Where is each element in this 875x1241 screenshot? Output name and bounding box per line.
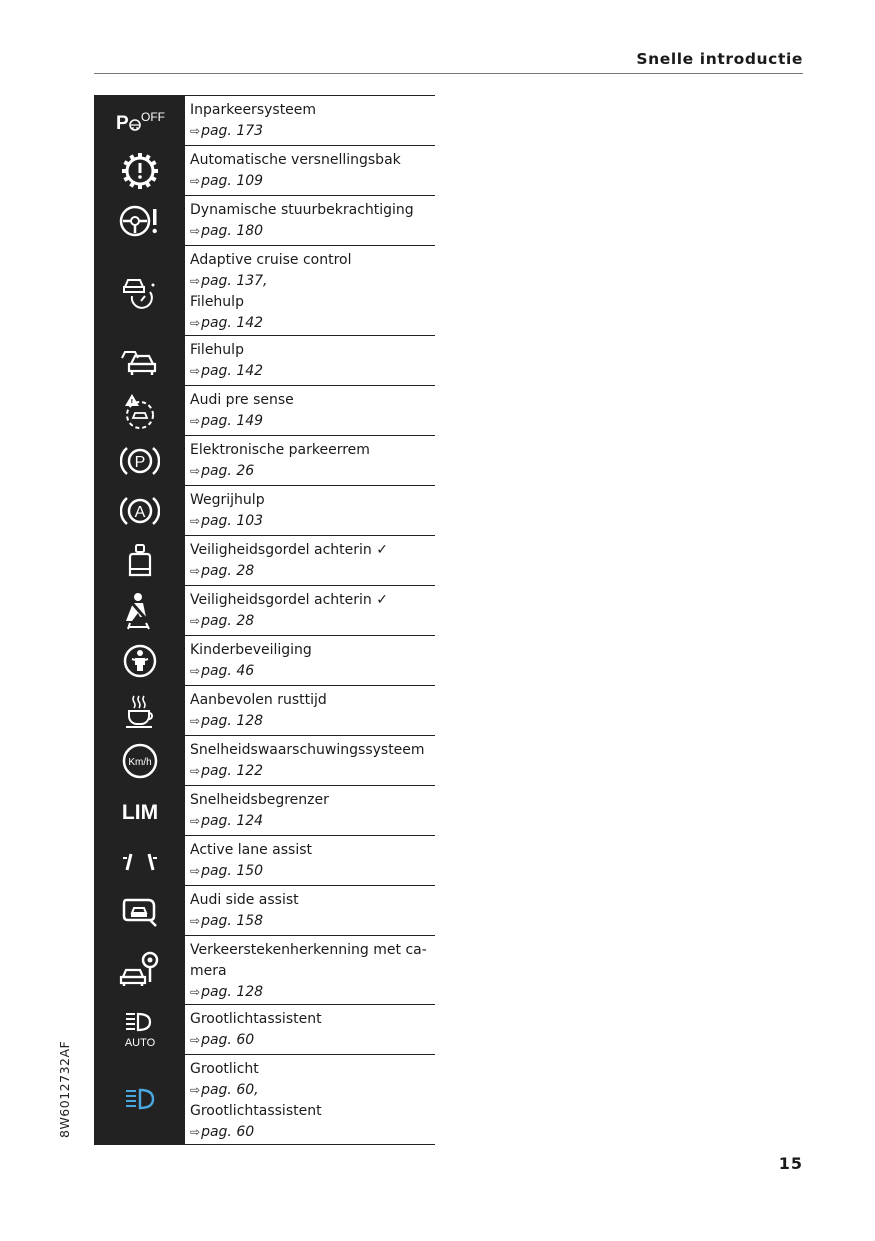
svg-text:P: P (115, 112, 129, 134)
description-cell (185, 836, 435, 885)
document-code: 8W6012732AF (57, 1040, 72, 1138)
table-row (94, 146, 435, 196)
parking-system-off-icon (94, 96, 185, 145)
description-cell (185, 886, 435, 935)
description-text: Wegrijhulp (190, 492, 265, 508)
reference-arrow-icon: ⇨ (190, 664, 201, 678)
page-reference-link[interactable] (190, 361, 435, 382)
page-reference-text: pag. 109 (201, 173, 264, 189)
svg-text:!: ! (130, 397, 133, 407)
speed-warning-icon (94, 736, 185, 785)
side-assist-icon (94, 886, 185, 935)
description-text: Verkeerstekenherkenning met ca- (190, 942, 427, 958)
page-reference-link[interactable] (190, 811, 435, 832)
table-row (94, 586, 435, 636)
page-reference-text: pag. 122 (201, 763, 264, 779)
reference-arrow-icon: ⇨ (190, 316, 201, 330)
hold-assist-icon (94, 486, 185, 535)
reference-arrow-icon: ⇨ (190, 1083, 201, 1097)
description-text: Veiligheidsgordel achterin ✓ (190, 542, 388, 558)
page-reference-link[interactable] (190, 1122, 435, 1143)
description-text: Grootlichtassistent (190, 1011, 322, 1027)
description-cell (185, 586, 435, 635)
pre-sense-icon (94, 386, 185, 435)
description-cell (185, 146, 435, 195)
page-reference-link[interactable] (190, 221, 435, 242)
description-cell (185, 536, 435, 585)
child-lock-icon (94, 636, 185, 685)
page-reference-link[interactable] (190, 611, 435, 632)
svg-text:LIM: LIM (121, 800, 158, 824)
rear-seatbelt-icon (94, 536, 185, 585)
coffee-cup-icon (94, 686, 185, 735)
steering-warning-icon (94, 196, 185, 245)
page-reference-text: pag. 28 (201, 563, 255, 579)
description-cell (185, 1055, 435, 1144)
page-reference-text: pag. 26 (201, 463, 255, 479)
page-reference-text: pag. 46 (201, 663, 255, 679)
description-text: Inparkeersysteem (190, 102, 317, 118)
table-row (94, 686, 435, 736)
page-reference-text: pag. 180 (201, 223, 264, 239)
page-reference-link[interactable] (190, 1030, 435, 1051)
reference-arrow-icon: ⇨ (190, 514, 201, 528)
page-reference-link[interactable] (190, 121, 435, 142)
description-text: Elektronische parkeerrem (190, 442, 370, 458)
table-row (94, 536, 435, 586)
description-text: Grootlicht (190, 1061, 259, 1077)
header-rule (94, 73, 803, 74)
reference-arrow-icon: ⇨ (190, 174, 201, 188)
page-reference-text: pag. 124 (201, 813, 264, 829)
description-text: Filehulp (190, 294, 244, 310)
page-reference-link[interactable] (190, 561, 435, 582)
table-row (94, 486, 435, 536)
lane-assist-icon (94, 836, 185, 885)
description-text: Adaptive cruise control (190, 252, 352, 268)
table-row (94, 196, 435, 246)
description-cell (185, 1005, 435, 1054)
description-cell (185, 786, 435, 835)
description-cell (185, 386, 435, 435)
page-reference-link[interactable] (190, 1080, 435, 1101)
svg-text:OFF: OFF (140, 109, 165, 124)
table-row (94, 936, 435, 1005)
description-cell (185, 436, 435, 485)
description-text: Aanbevolen rusttijd (190, 692, 327, 708)
svg-text:AUTO: AUTO (124, 1036, 155, 1049)
description-text: Grootlichtassistent (190, 1103, 322, 1119)
table-row (94, 636, 435, 686)
description-text: mera (190, 963, 227, 979)
table-row (94, 386, 435, 436)
seatbelt-person-icon (94, 586, 185, 635)
page-reference-text: pag. 149 (201, 413, 264, 429)
reference-suffix: , (263, 273, 268, 289)
page-reference-text: pag. 60 (201, 1082, 255, 1098)
reference-arrow-icon: ⇨ (190, 714, 201, 728)
description-text: Snelheidswaarschuwingssysteem (190, 742, 425, 758)
reference-arrow-icon: ⇨ (190, 914, 201, 928)
page-reference-text: pag. 60 (201, 1032, 255, 1048)
svg-text:A: A (134, 503, 145, 521)
reference-arrow-icon: ⇨ (190, 764, 201, 778)
svg-text:Km/h: Km/h (127, 756, 152, 768)
table-row (94, 886, 435, 936)
reference-arrow-icon: ⇨ (190, 1033, 201, 1047)
table-row (94, 96, 435, 146)
page-reference-text: pag. 28 (201, 613, 255, 629)
description-cell (185, 686, 435, 735)
table-row (94, 1005, 435, 1055)
reference-arrow-icon: ⇨ (190, 864, 201, 878)
reference-arrow-icon: ⇨ (190, 1125, 201, 1139)
reference-arrow-icon: ⇨ (190, 274, 201, 288)
gearbox-warning-icon (94, 146, 185, 195)
adaptive-cruise-icon (94, 246, 185, 335)
page-reference-link[interactable] (190, 661, 435, 682)
page-reference-text: pag. 142 (201, 315, 264, 331)
description-cell (185, 196, 435, 245)
reference-arrow-icon: ⇨ (190, 985, 201, 999)
reference-suffix: , (254, 1082, 259, 1098)
page-reference-link[interactable] (190, 461, 435, 482)
page-reference-text: pag. 60 (201, 1124, 255, 1140)
parking-brake-icon (94, 436, 185, 485)
traffic-sign-camera-icon (94, 936, 185, 1004)
reference-arrow-icon: ⇨ (190, 364, 201, 378)
page-reference-link[interactable] (190, 313, 435, 334)
description-cell (185, 486, 435, 535)
page-reference-link[interactable] (190, 711, 435, 732)
table-row (94, 836, 435, 886)
description-cell (185, 636, 435, 685)
description-cell (185, 736, 435, 785)
table-row (94, 736, 435, 786)
reference-arrow-icon: ⇨ (190, 614, 201, 628)
description-text: Active lane assist (190, 842, 313, 858)
description-text: Snelheidsbegrenzer (190, 792, 329, 808)
high-beam-auto-icon (94, 1005, 185, 1054)
page-header-title: Snelle introductie (636, 50, 803, 68)
table-row (94, 436, 435, 486)
page-reference-link[interactable] (190, 761, 435, 782)
page-reference-link[interactable] (190, 171, 435, 192)
description-cell (185, 936, 435, 1004)
svg-text:P: P (134, 453, 145, 471)
table-row (94, 786, 435, 836)
description-text: Kinderbeveiliging (190, 642, 312, 658)
high-beam-icon (94, 1055, 185, 1144)
page-reference-text: pag. 128 (201, 984, 264, 1000)
reference-arrow-icon: ⇨ (190, 414, 201, 428)
description-text: Automatische versnellingsbak (190, 152, 401, 168)
page-reference-link[interactable] (190, 861, 435, 882)
page-reference-text: pag. 173 (201, 123, 264, 139)
table-row (94, 1055, 435, 1145)
description-text: Audi side assist (190, 892, 299, 908)
table-row (94, 246, 435, 336)
reference-arrow-icon: ⇨ (190, 564, 201, 578)
description-cell (185, 336, 435, 385)
page-reference-text: pag. 158 (201, 913, 264, 929)
page-number: 15 (778, 1154, 803, 1173)
traffic-jam-assist-icon (94, 336, 185, 385)
reference-arrow-icon: ⇨ (190, 124, 201, 138)
description-text: Audi pre sense (190, 392, 294, 408)
page-reference-link[interactable] (190, 982, 435, 1003)
page-reference-link[interactable] (190, 911, 435, 932)
reference-arrow-icon: ⇨ (190, 464, 201, 478)
reference-arrow-icon: ⇨ (190, 814, 201, 828)
page-reference-text: pag. 150 (201, 863, 264, 879)
page-reference-link[interactable] (190, 411, 435, 432)
page-reference-text: pag. 128 (201, 713, 264, 729)
description-text: Veiligheidsgordel achterin ✓ (190, 592, 388, 608)
page-reference-text: pag. 137 (201, 273, 264, 289)
page-reference-link[interactable] (190, 271, 435, 292)
reference-arrow-icon: ⇨ (190, 224, 201, 238)
page-reference-text: pag. 142 (201, 363, 264, 379)
table-row (94, 336, 435, 386)
description-text: Dynamische stuurbekrachtiging (190, 202, 414, 218)
description-cell (185, 96, 435, 145)
page-reference-text: pag. 103 (201, 513, 264, 529)
description-cell (185, 246, 435, 335)
description-text: Filehulp (190, 342, 244, 358)
indicator-table (94, 95, 435, 1145)
speed-limiter-icon (94, 786, 185, 835)
page-reference-link[interactable] (190, 511, 435, 532)
